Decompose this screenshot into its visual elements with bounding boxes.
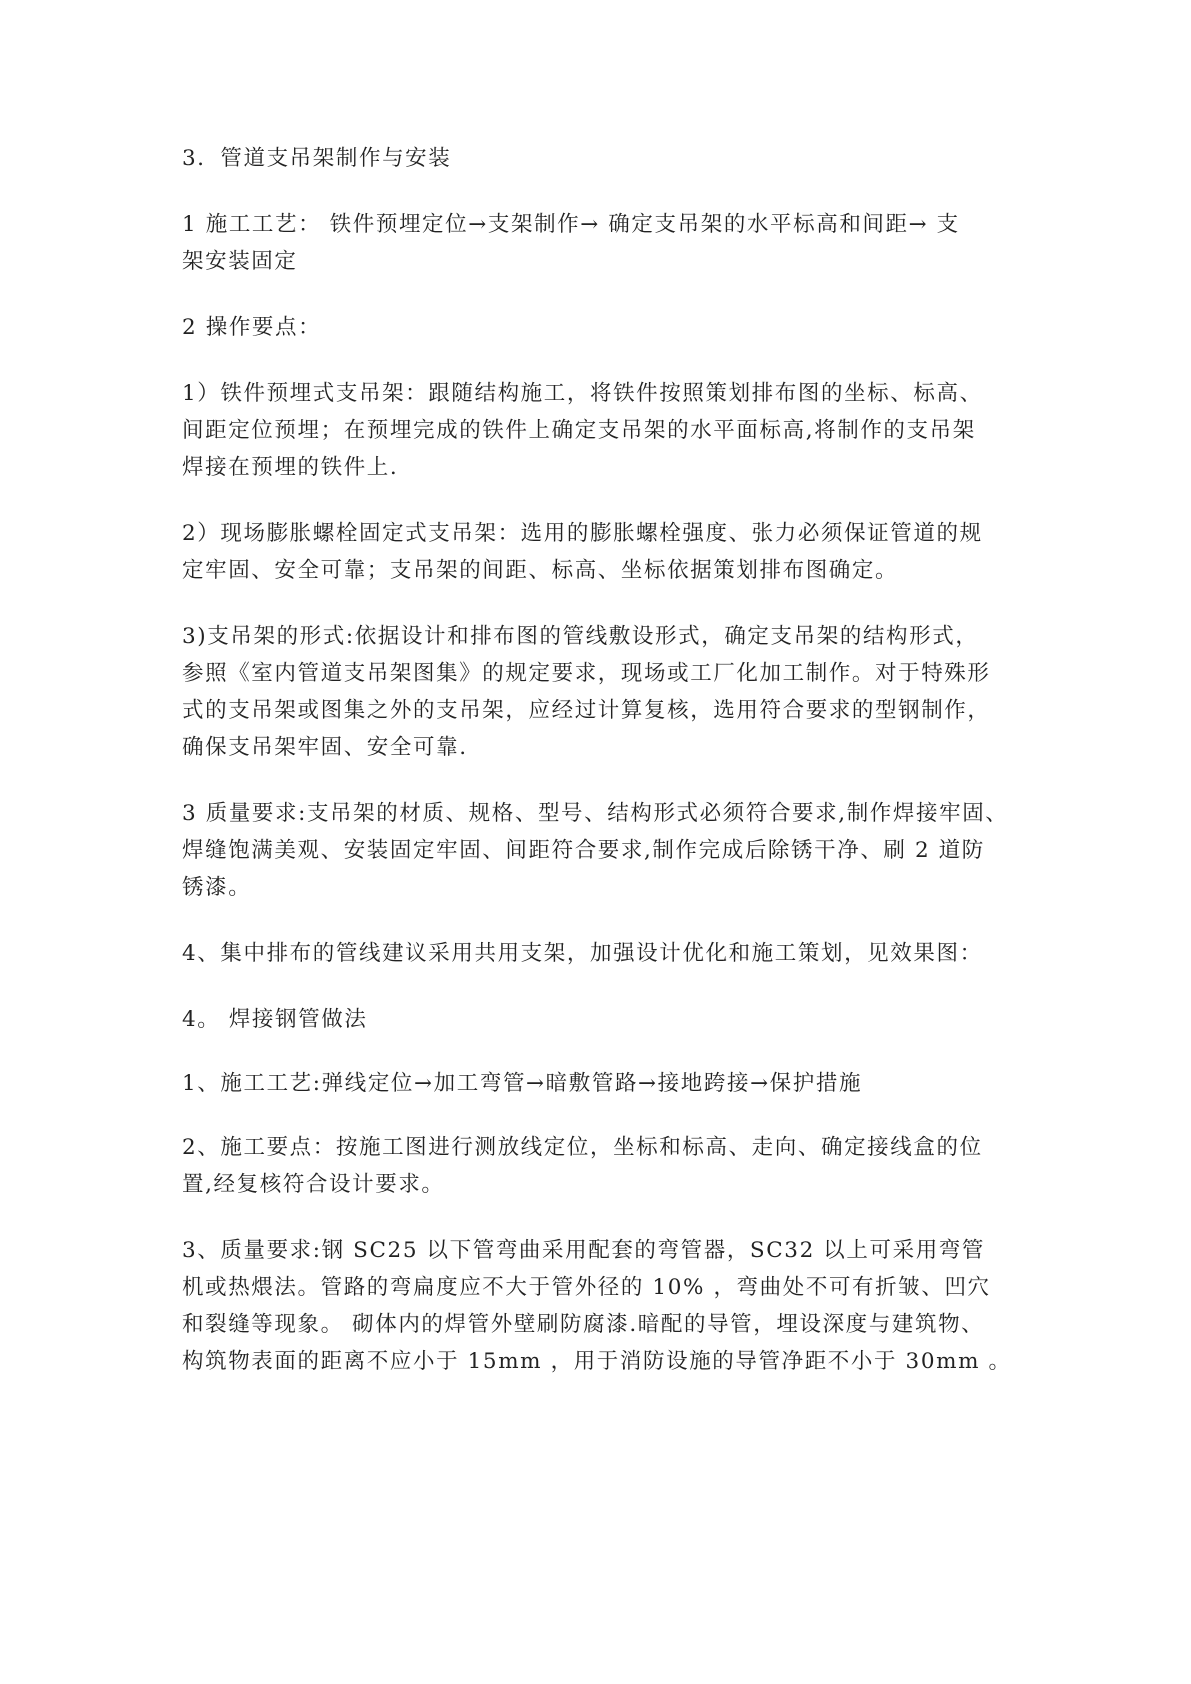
text-line: 机或热煨法。管路的弯扁度应不大于管外径的 10% ，弯曲处不可有折皱、凹穴 xyxy=(182,1275,991,1300)
document-body xyxy=(182,140,1012,1409)
text-line: 焊接在预埋的铁件上. xyxy=(182,455,399,480)
paragraph-embedded-supports xyxy=(182,375,1012,486)
text-line: 间距定位预埋；在预埋完成的铁件上确定支吊架的水平面标高,将制作的支吊架 xyxy=(182,418,976,443)
text-line: 确保支吊架牢固、安全可靠. xyxy=(182,735,468,760)
paragraph-welding-process xyxy=(182,1065,1012,1102)
text-line: 参照《室内管道支吊架图集》的规定要求，现场或工厂化加工制作。对于特殊形 xyxy=(182,661,991,686)
paragraph-expansion-bolt-supports xyxy=(182,515,1012,589)
text-line: 3)支吊架的形式:依据设计和排布图的管线敷设形式，确定支吊架的结构形式， xyxy=(182,624,979,649)
text-line: 1、施工工艺:弹线定位→加工弯管→暗敷管路→接地跨接→保护措施 xyxy=(182,1071,863,1096)
text-line: 和裂缝等现象。 砌体内的焊管外壁刷防腐漆.暗配的导管，埋设深度与建筑物、 xyxy=(182,1312,985,1337)
text-line: 3、质量要求:钢 SC25 以下管弯曲采用配套的弯管器，SC32 以上可采用弯管 xyxy=(182,1238,986,1263)
text-line: 1 施工工艺： 铁件预埋定位→支架制作→ 确定支吊架的水平标高和间距→ 支 xyxy=(182,212,960,237)
paragraph-shared-supports xyxy=(182,935,1012,972)
paragraph-operation-points xyxy=(182,309,1012,346)
text-line: 2、施工要点：按施工图进行测放线定位，坐标和标高、走向、确定接线盒的位 xyxy=(182,1135,983,1160)
paragraph-support-forms xyxy=(182,618,1012,766)
text-line: 2）现场膨胀螺栓固定式支吊架：选用的膨胀螺栓强度、张力必须保证管道的规 xyxy=(182,521,983,546)
text-line: 3．管道支吊架制作与安装 xyxy=(182,146,452,171)
text-line: 构筑物表面的距离不应小于 15mm ，用于消防设施的导管净距不小于 30mm 。 xyxy=(182,1349,1012,1374)
text-line: 焊缝饱满美观、安装固定牢固、间距符合要求,制作完成后除锈干净、刷 2 道防 xyxy=(182,838,985,863)
section-heading-welded-steel-pipe xyxy=(182,1001,1012,1038)
text-line: 1）铁件预埋式支吊架：跟随结构施工，将铁件按照策划排布图的坐标、标高、 xyxy=(182,381,983,406)
text-line: 式的支吊架或图集之外的支吊架，应经过计算复核，选用符合要求的型钢制作， xyxy=(182,698,991,723)
text-line: 4。 焊接钢管做法 xyxy=(182,1007,368,1032)
text-line: 锈漆。 xyxy=(182,875,252,900)
paragraph-welding-quality xyxy=(182,1232,1012,1380)
paragraph-quality-requirements xyxy=(182,795,1012,906)
paragraph-welding-key-points xyxy=(182,1129,1012,1203)
text-line: 定牢固、安全可靠；支吊架的间距、标高、坐标依据策划排布图确定。 xyxy=(182,558,899,583)
paragraph-construction-process xyxy=(182,206,1012,280)
text-line: 架安装固定 xyxy=(182,249,298,274)
text-line: 4、集中排布的管线建议采用共用支架，加强设计优化和施工策划，见效果图： xyxy=(182,941,983,966)
text-line: 置,经复核符合设计要求。 xyxy=(182,1172,445,1197)
section-heading-pipe-supports xyxy=(182,140,1012,177)
text-line: 3 质量要求:支吊架的材质、规格、型号、结构形式必须符合要求,制作焊接牢固、 xyxy=(182,801,1009,826)
text-line: 2 操作要点： xyxy=(182,315,322,340)
